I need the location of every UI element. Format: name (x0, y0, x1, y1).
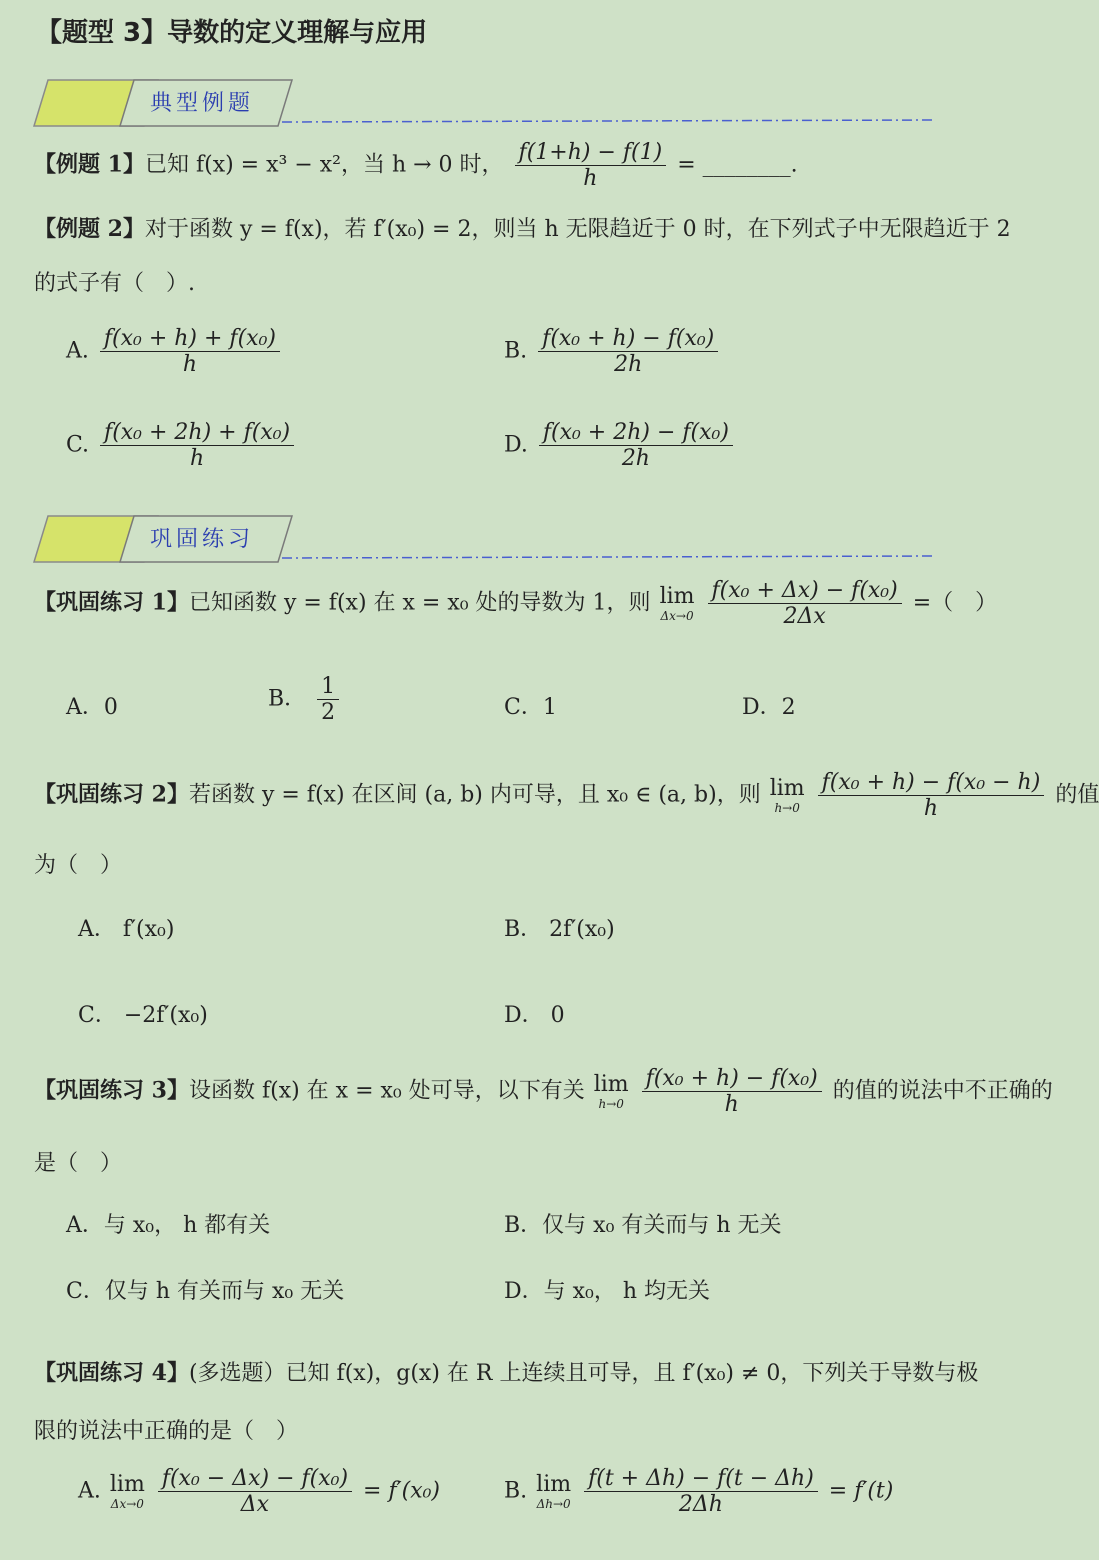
limit-operator: lim Δh→0 (536, 1471, 572, 1511)
practice-1-tag: 【巩固练习 1】 (34, 589, 189, 616)
practice-3-option-c: C．仅与 h 有关而与 x₀ 无关 (66, 1279, 345, 1304)
option-numerator: f(x₀ − Δx) − f(x₀) (158, 1466, 352, 1492)
page-title: 【题型 3】导数的定义理解与应用 (36, 18, 428, 48)
practice-1-option-a: A．0 (66, 695, 118, 720)
practice-1 (34, 578, 997, 629)
example-1-text: 已知 f(x) = x³ − x²，当 h → 0 时， (144, 152, 504, 178)
option-denominator: 2h (614, 352, 643, 377)
option-denominator: h (182, 352, 198, 377)
practice-2-option-a: A． f′(x₀) (78, 917, 175, 942)
option-numerator: f(x₀ + h) − f(x₀) (538, 326, 718, 352)
practice-3-denominator: h (724, 1092, 739, 1117)
section-label-practice: 巩固练习 (150, 527, 255, 552)
practice-2-option-c: C． −2f′(x₀) (78, 1003, 208, 1028)
practice-4-tag: 【巩固练习 4】 (34, 1360, 189, 1386)
practice-4-text: (多选题）已知 f(x)，g(x) 在 R 上连续且可导，且 f′(x₀) ≠ 0，下列关于导数与极 (188, 1361, 979, 1386)
practice-2 (34, 770, 1099, 821)
practice-1-option-c: C．1 (504, 695, 557, 720)
example-2-tag: 【例题 2】 (34, 216, 145, 242)
option-label: A. (66, 338, 89, 364)
practice-2-text-line2: 为（ ） (34, 853, 123, 878)
option-label: B. (504, 338, 528, 364)
practice-3-option-d: D．与 x₀， h 均无关 (504, 1279, 711, 1304)
section-label-examples: 典型例题 (150, 91, 255, 116)
half-numerator: 1 (317, 674, 339, 700)
option-numerator: f(x₀ + 2h) + f(x₀) (100, 420, 294, 446)
limit-operator: lim Δx→0 (659, 583, 695, 623)
example-2-option-b (504, 326, 722, 377)
practice-1-tail: =（ ） (912, 590, 998, 616)
practice-2-numerator: f(x₀ + h) − f(x₀ − h) (818, 770, 1045, 796)
option-label: D. (504, 432, 528, 458)
practice-2-option-b: B． 2f′(x₀) (504, 917, 615, 942)
option-label: B. (504, 1478, 528, 1504)
practice-2-option-d: D． 0 (504, 1003, 565, 1028)
option-denominator: Δx (240, 1492, 270, 1517)
practice-4 (34, 1356, 978, 1387)
example-1-tag: 【例题 1】 (34, 151, 145, 178)
practice-3-numerator: f(x₀ + h) − f(x₀) (642, 1066, 822, 1092)
practice-1-denominator: 2Δx (783, 604, 826, 629)
practice-4-option-a (78, 1466, 440, 1517)
example-2-text-line2: 的式子有（ ）. (34, 271, 195, 296)
example-2-text: 对于函数 y = f(x)，若 f′(x₀) = 2，则当 h 无限趋近于 0 时，在下列式子中无限趋近于 2 (144, 217, 1011, 242)
limit-operator: lim h→0 (593, 1071, 629, 1111)
option-denominator: h (190, 446, 205, 471)
practice-3-text-line2: 是（ ） (34, 1151, 123, 1176)
practice-2-denominator: h (923, 796, 939, 821)
practice-3-tag: 【巩固练习 3】 (34, 1077, 189, 1104)
practice-3-tail: 的值的说法中不正确的 (832, 1078, 1053, 1104)
example-1 (34, 140, 798, 191)
option-denominator: 2Δh (678, 1492, 723, 1517)
option-rhs: = f′(t) (828, 1478, 894, 1504)
practice-3 (34, 1066, 1053, 1117)
example-1-fraction (515, 140, 667, 191)
practice-1-numerator: f(x₀ + Δx) − f(x₀) (708, 578, 902, 604)
option-numerator: f(x₀ + h) + f(x₀) (100, 326, 280, 352)
practice-3-option-a: A．与 x₀， h 都有关 (66, 1213, 271, 1238)
option-label: A. (78, 1478, 101, 1504)
practice-2-tag: 【巩固练习 2】 (34, 781, 189, 808)
example-2-option-d (504, 420, 737, 471)
example-1-denominator: h (583, 166, 598, 191)
practice-1-option-d: D．2 (742, 695, 796, 720)
option-label: C. (66, 432, 90, 458)
example-1-numerator: f(1+h) − f(1) (515, 140, 667, 166)
half-denominator: 2 (321, 700, 336, 725)
option-rhs: = f′(x₀) (363, 1478, 441, 1504)
example-2-option-a (66, 326, 284, 377)
option-numerator: f(t + Δh) − f(t − Δh) (584, 1466, 818, 1492)
limit-operator: lim Δx→0 (109, 1471, 145, 1511)
practice-4-text-line2: 限的说法中正确的是（ ） (34, 1419, 299, 1444)
option-denominator: 2h (621, 446, 650, 471)
practice-3-text: 设函数 f(x) 在 x = x₀ 处可导，以下有关 (188, 1078, 585, 1104)
practice-1-text: 已知函数 y = f(x) 在 x = x₀ 处的导数为 1，则 (188, 590, 651, 616)
example-2 (34, 212, 1011, 243)
practice-4-option-b (504, 1466, 893, 1517)
option-numerator: f(x₀ + 2h) − f(x₀) (539, 420, 733, 446)
limit-operator: lim h→0 (769, 775, 805, 815)
example-2-option-c (66, 420, 298, 471)
practice-3-option-b: B．仅与 x₀ 有关而与 h 无关 (504, 1213, 782, 1238)
practice-1-option-b: B． $\frac{1}{2}$ (268, 674, 343, 725)
practice-2-text: 若函数 y = f(x) 在区间 (a, b) 内可导，且 x₀ ∈ (a, b)，则 (188, 782, 761, 808)
example-1-tail: = ________. (677, 152, 798, 178)
practice-2-tail: 的值 (1055, 782, 1099, 808)
